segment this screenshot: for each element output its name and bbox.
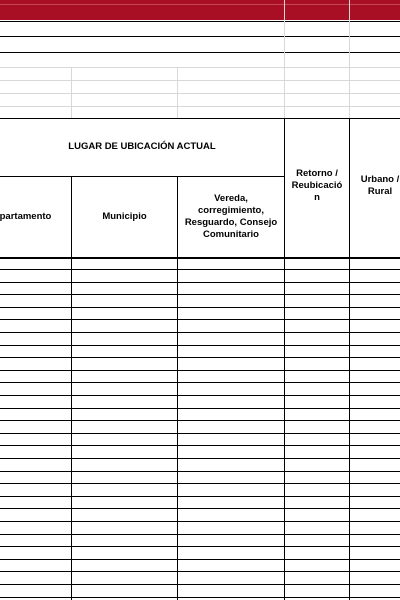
table-row: [0, 319, 400, 320]
col-divider: [284, 259, 285, 600]
header-municipio: Municipio: [102, 211, 147, 222]
group-title: LUGAR DE UBICACIÓN ACTUAL: [68, 141, 216, 152]
table-row: [0, 345, 400, 346]
table-row: [0, 408, 400, 409]
sheet-line: [0, 21, 400, 22]
table-row: [0, 458, 400, 459]
header-retorno-line1: Retorno /: [296, 168, 338, 179]
table-row: [0, 269, 400, 270]
table-row: [0, 546, 400, 547]
header-vereda-line3: Resguardo, Consejo: [184, 217, 278, 228]
grid-line: [284, 0, 285, 118]
table-row: [0, 571, 400, 572]
header-vereda-line2: corregimiento,: [198, 205, 264, 216]
table-row: [0, 332, 400, 333]
table-row: [0, 370, 400, 371]
table-row: [0, 584, 400, 585]
col-divider: [349, 259, 350, 600]
table-row: [0, 395, 400, 396]
header-urbano-line2: Rural: [367, 186, 393, 197]
table-row: [0, 559, 400, 560]
table-row: [0, 357, 400, 358]
header-departamento-cell: [0, 177, 71, 257]
grid-line: [0, 67, 400, 68]
header-municipio-cell: [72, 177, 177, 257]
sheet-line: [0, 52, 400, 53]
table-row: [0, 420, 400, 421]
table-row: [0, 282, 400, 283]
table-row: [0, 307, 400, 308]
table-row: [0, 445, 400, 446]
table-row: [0, 433, 400, 434]
group-header-cell: [0, 118, 284, 176]
sheet-line: [0, 36, 400, 37]
header-retorno-line2: Reubicació: [291, 180, 343, 191]
grid-line: [349, 0, 350, 118]
grid-line: [0, 106, 400, 107]
table-row: [0, 597, 400, 598]
header-vereda-line1: Vereda,: [214, 193, 248, 204]
header-retorno-cell: [285, 168, 349, 210]
header-retorno-line3: n: [314, 192, 320, 203]
header-departamento: partamento: [0, 211, 52, 222]
table-row: [0, 496, 400, 497]
table-row: [0, 508, 400, 509]
table-row: [0, 521, 400, 522]
header-vereda-line4: Comunitario: [203, 229, 259, 240]
table-row: [0, 483, 400, 484]
table-row: [0, 534, 400, 535]
header-urbano-line1: Urbano /: [360, 174, 400, 185]
grid-line: [71, 67, 72, 118]
col-divider: [71, 259, 72, 600]
table-row: [0, 471, 400, 472]
header-vereda-cell: [178, 177, 284, 257]
header-bottom-border: [0, 257, 400, 259]
grid-line: [0, 93, 400, 94]
col-divider: [177, 259, 178, 600]
table-row: [0, 294, 400, 295]
title-bar: [0, 0, 400, 20]
grid-line: [0, 80, 400, 81]
header-urbano-cell: [350, 174, 400, 204]
table-row: [0, 382, 400, 383]
grid-line: [177, 67, 178, 118]
